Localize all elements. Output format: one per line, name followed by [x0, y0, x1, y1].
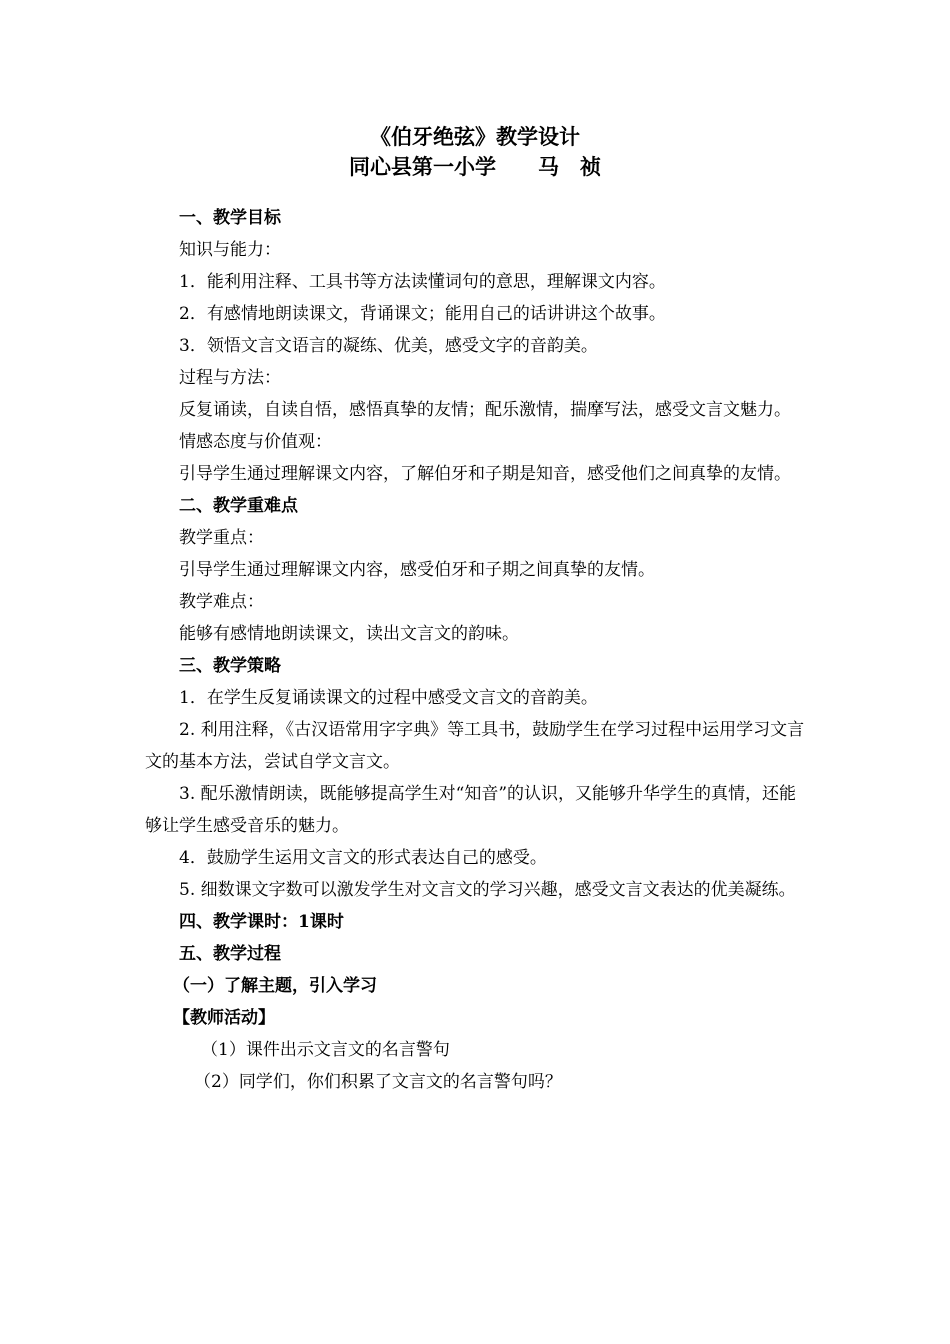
paragraph: 引导学生通过理解课文内容，感受伯牙和子期之间真挚的友情。 [179, 560, 655, 580]
document-title: 《伯牙绝弦》教学设计 [370, 124, 580, 149]
paragraph: 教学难点： [179, 592, 264, 612]
paragraph: 3. 配乐激情朗读，既能够提高学生对“知音”的认识，又能够升华学生的真情，还能够让学生感受音乐的魅力。 [145, 784, 797, 836]
paragraph: 反复诵读，自读自悟，感悟真挚的友情；配乐激情，揣摩写法，感受文言文魅力。 [179, 400, 791, 420]
paragraph: 过程与方法： [179, 368, 281, 388]
paragraph: 1．在学生反复诵读课文的过程中感受文言文的音韵美。 [179, 688, 598, 708]
section-heading-process: 五、教学过程 [179, 944, 281, 964]
section-heading-key-points: 二、教学重难点 [179, 496, 298, 516]
paragraph: 4．鼓励学生运用文言文的形式表达自己的感受。 [179, 848, 547, 868]
paragraph: 引导学生通过理解课文内容，了解伯牙和子期是知音，感受他们之间真挚的友情。 [179, 464, 791, 484]
list-item: （1）课件出示文言文的名言警句 [201, 1040, 450, 1060]
paragraph: 3．领悟文言文语言的凝练、优美，感受文字的音韵美。 [179, 336, 598, 356]
section-heading-objectives: 一、教学目标 [179, 208, 281, 228]
subsection-heading: （一）了解主题，引入学习 [173, 976, 377, 996]
paragraph: 5. 细数课文字数可以激发学生对文言文的学习兴趣，感受文言文表达的优美凝练。 [179, 880, 796, 900]
document-body [145, 202, 810, 1098]
paragraph: 知识与能力： [179, 240, 281, 260]
list-item: （2）同学们，你们积累了文言文的名言警句吗？ [194, 1072, 562, 1092]
author-line: 同心县第一小学 马 祯 [349, 154, 601, 179]
section-heading-duration: 四、教学课时：1课时 [179, 912, 344, 932]
teacher-activity-heading: 【教师活动】 [173, 1008, 275, 1028]
paragraph: 2．有感情地朗读课文，背诵课文；能用自己的话讲讲这个故事。 [179, 304, 666, 324]
section-heading-strategy: 三、教学策略 [179, 656, 281, 676]
paragraph: 1．能利用注释、工具书等方法读懂词句的意思，理解课文内容。 [179, 272, 666, 292]
paragraph: 能够有感情地朗读课文，读出文言文的韵味。 [179, 624, 519, 644]
paragraph: 情感态度与价值观： [179, 432, 332, 452]
title-block [0, 122, 950, 182]
paragraph: 2. 利用注释，《古汉语常用字字典》等工具书，鼓励学生在学习过程中运用学习文言文的基本方法，尝试自学文言文。 [145, 720, 805, 772]
paragraph: 教学重点： [179, 528, 264, 548]
